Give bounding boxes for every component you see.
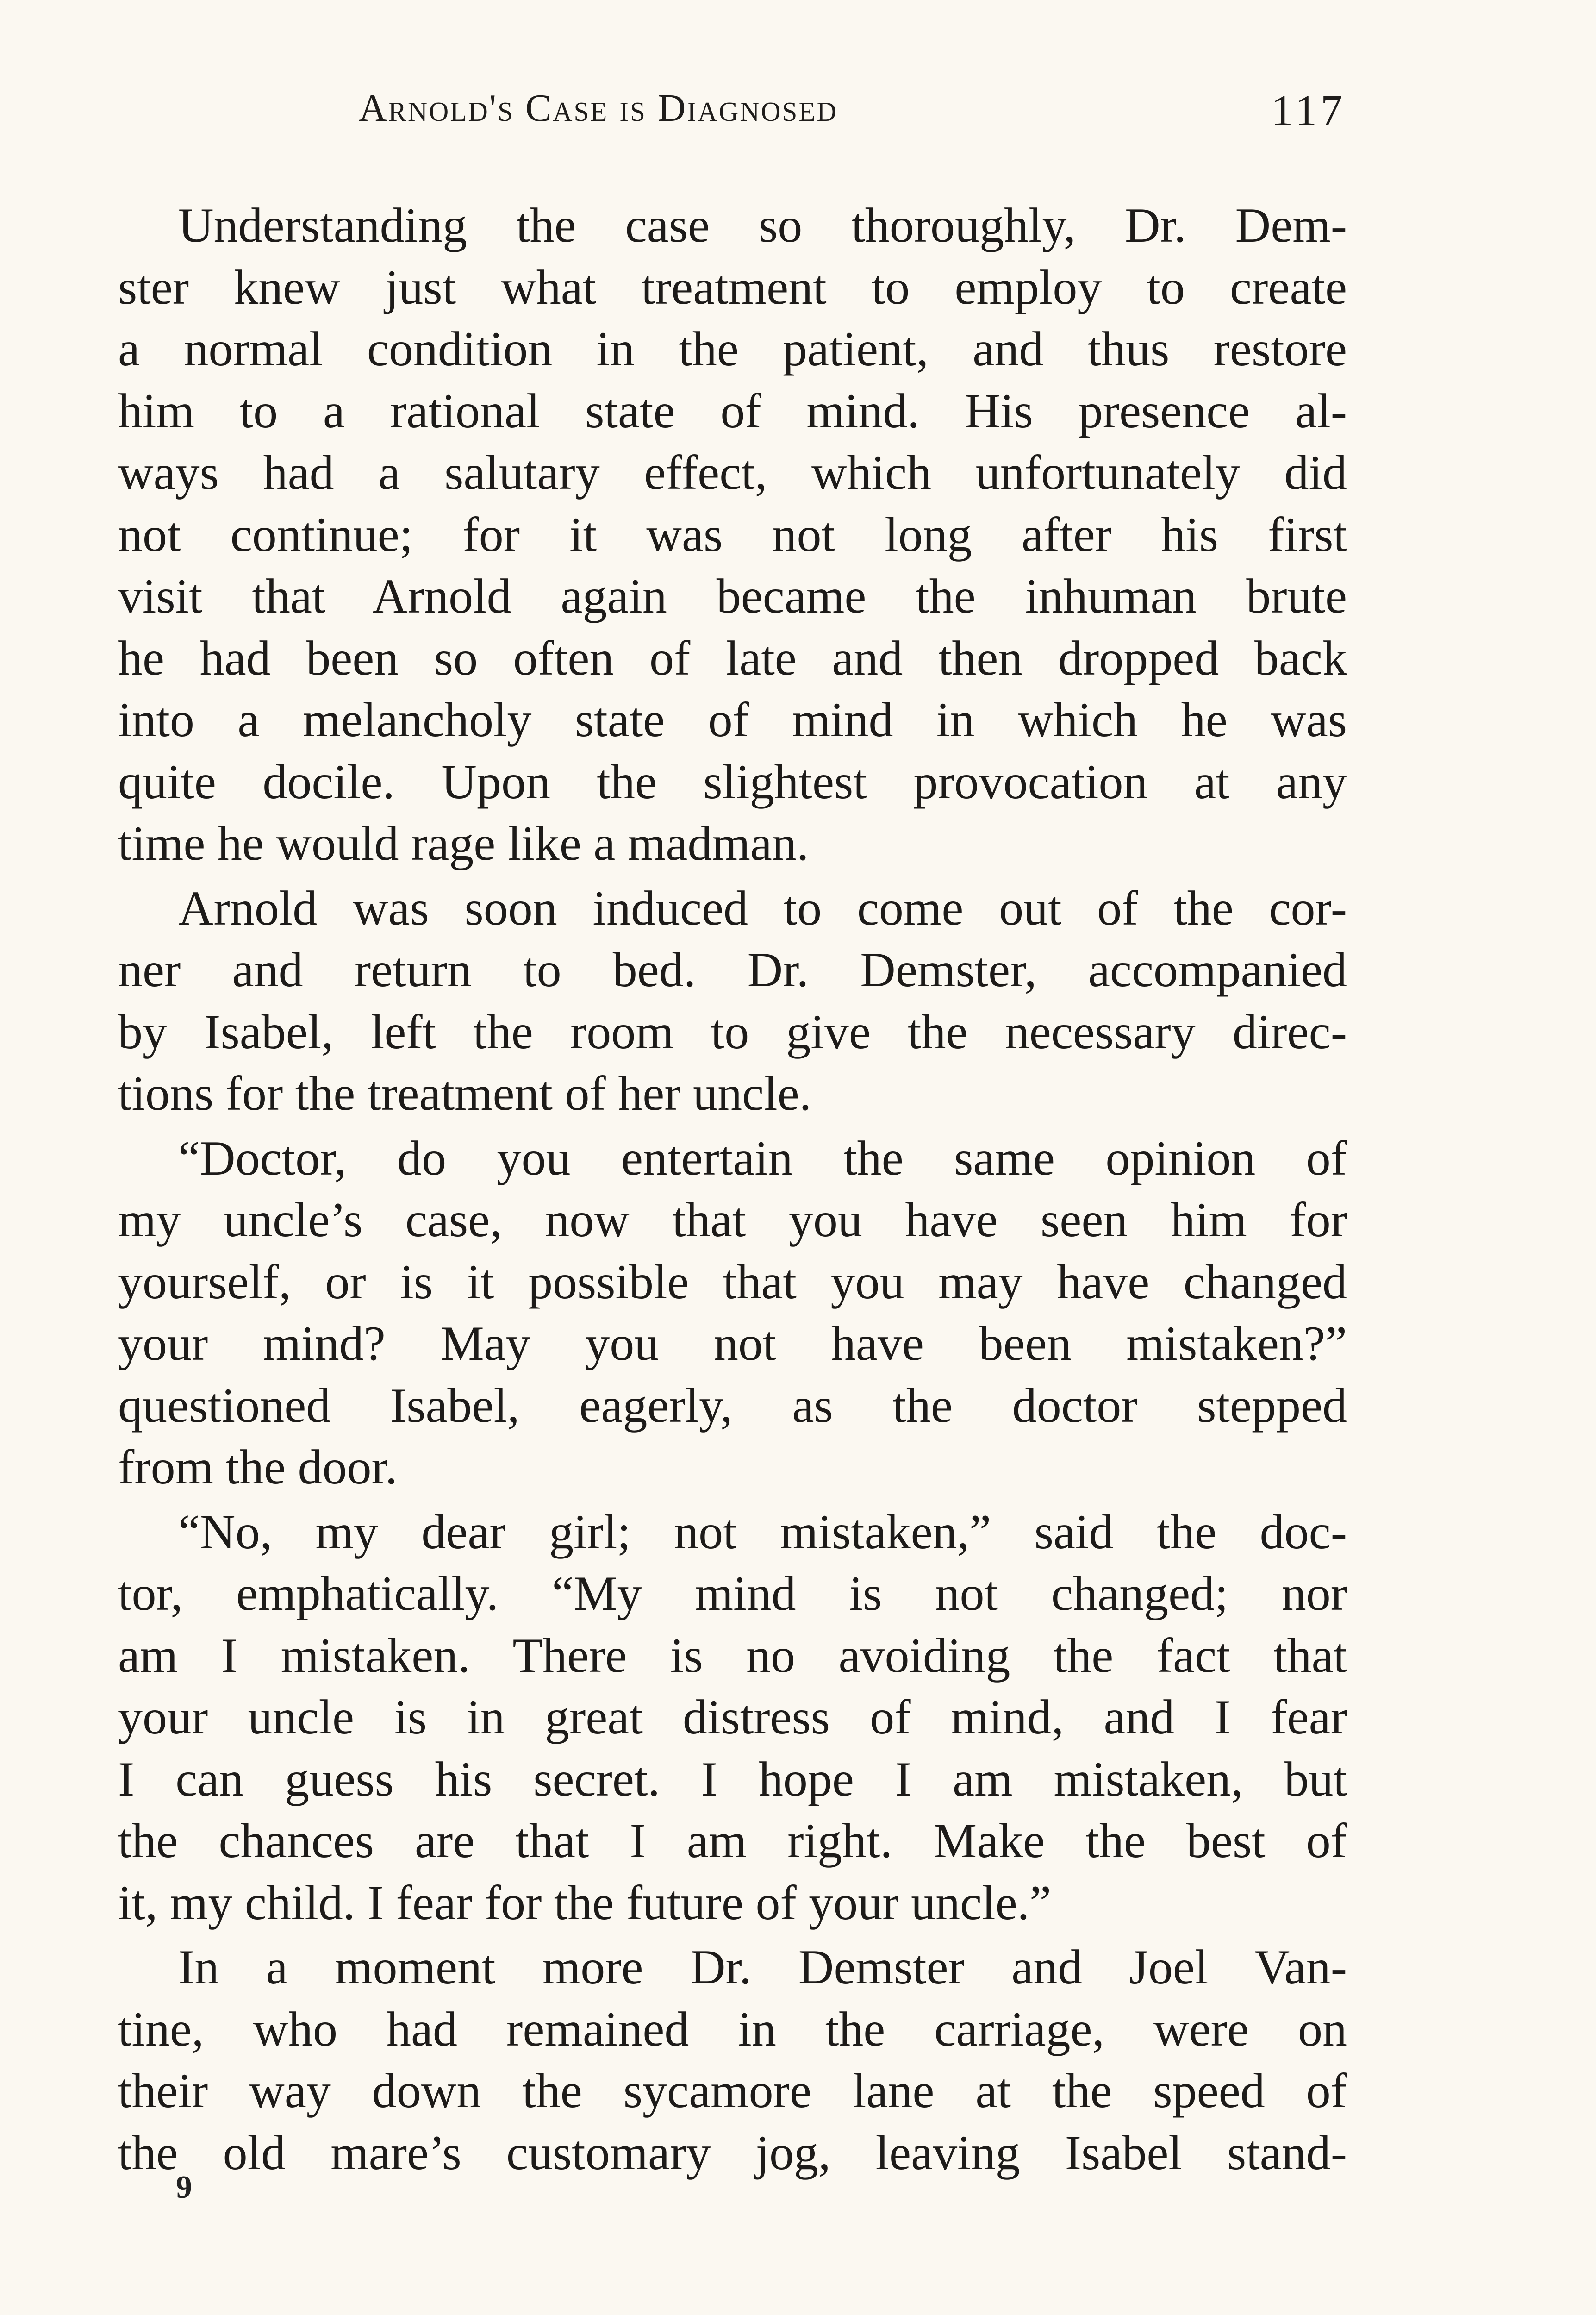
text-line: their way down the sycamore lane at the speed of bbox=[118, 2064, 1347, 2118]
running-head bbox=[118, 86, 1346, 141]
text-line: In a moment more Dr. Demster and Joel Van- bbox=[178, 1940, 1347, 1994]
text-line: “Doctor, do you entertain the same opinion of bbox=[178, 1131, 1347, 1185]
paragraph-5 bbox=[118, 1936, 1347, 2184]
text-line: Arnold was soon induced to come out of the cor- bbox=[178, 881, 1347, 935]
text-line: am I mistaken. There is no avoiding the fact that bbox=[118, 1628, 1347, 1683]
text-line: he had been so often of late and then dropped back bbox=[118, 631, 1347, 685]
text-line: my uncle’s case, now that you have seen him for bbox=[118, 1193, 1347, 1247]
chapter-title: Arnold's Case is Diagnosed bbox=[359, 87, 838, 130]
text-line: your uncle is in great distress of mind, and I fear bbox=[118, 1690, 1347, 1744]
text-line: tor, emphatically. “My mind is not changed; nor bbox=[118, 1566, 1347, 1620]
paragraph-1 bbox=[118, 194, 1347, 875]
text-line: questioned Isabel, eagerly, as the doctor stepped bbox=[118, 1378, 1347, 1433]
paragraph-3 bbox=[118, 1127, 1347, 1498]
text-line: into a melancholy state of mind in which he was bbox=[118, 693, 1347, 747]
text-line: a normal condition in the patient, and thus restore bbox=[118, 322, 1347, 376]
paragraph-2 bbox=[118, 877, 1347, 1125]
text-line: the old mare’s customary jog, leaving Isabel stand- bbox=[118, 2125, 1347, 2180]
text-line: from the door. bbox=[118, 1440, 398, 1494]
text-line: quite docile. Upon the slightest provocation at any bbox=[118, 754, 1347, 809]
page-number: 117 bbox=[1271, 87, 1346, 135]
text-line: yourself, or is it possible that you may have changed bbox=[118, 1254, 1347, 1309]
text-line: time he would rage like a madman. bbox=[118, 816, 809, 870]
text-line: ner and return to bed. Dr. Demster, accompanied bbox=[118, 943, 1347, 997]
text-line: “No, my dear girl; not mistaken,” said the doc- bbox=[178, 1504, 1347, 1559]
text-line: tions for the treatment of her uncle. bbox=[118, 1066, 812, 1120]
text-line: your mind? May you not have been mistaken?” bbox=[118, 1316, 1347, 1370]
text-line: Understanding the case so thoroughly, Dr. Dem- bbox=[178, 198, 1347, 252]
signature-mark: 9 bbox=[176, 2170, 192, 2205]
text-line: him to a rational state of mind. His presence al- bbox=[118, 383, 1347, 438]
text-line: ster knew just what treatment to employ to create bbox=[118, 260, 1347, 314]
text-line: ways had a salutary effect, which unfortunately did bbox=[118, 445, 1347, 500]
paragraph-4 bbox=[118, 1501, 1347, 1934]
text-line: by Isabel, left the room to give the necessary direc- bbox=[118, 1004, 1347, 1059]
text-line: it, my child. I fear for the future of your uncle.” bbox=[118, 1875, 1052, 1930]
body-text bbox=[118, 194, 1347, 2186]
text-line: tine, who had remained in the carriage, were on bbox=[118, 2002, 1347, 2056]
text-line: I can guess his secret. I hope I am mistaken, but bbox=[118, 1752, 1347, 1806]
text-line: not continue; for it was not long after his first bbox=[118, 507, 1347, 562]
text-line: visit that Arnold again became the inhuman brute bbox=[118, 569, 1347, 623]
text-line: the chances are that I am right. Make the best of bbox=[118, 1814, 1347, 1868]
